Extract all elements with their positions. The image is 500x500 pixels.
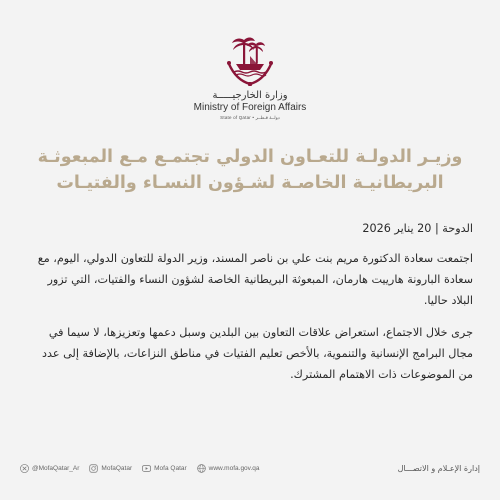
dateline: الدوحة | 20 يناير 2026 bbox=[362, 222, 473, 235]
social-links bbox=[20, 464, 259, 473]
footer bbox=[20, 458, 480, 478]
social-link-youtube[interactable] bbox=[142, 464, 187, 473]
social-link-website[interactable] bbox=[197, 464, 260, 473]
instagram-icon bbox=[89, 464, 98, 473]
article-body bbox=[27, 218, 473, 396]
headline bbox=[30, 144, 470, 196]
social-label-x: @MofaQatar_Ar bbox=[32, 464, 80, 472]
youtube-icon bbox=[142, 464, 151, 473]
department-name: إدارة الإعـلام و الاتصـــال bbox=[397, 463, 480, 473]
headline-line-1: وزيـر الدولـة للتعـاون الدولي تجتمـع مـع المبعوثـة bbox=[37, 147, 463, 167]
headline-line-2: البريطانيـة الخاصـة لشـؤون النسـاء والفتيـات bbox=[56, 173, 444, 193]
social-link-instagram[interactable] bbox=[89, 464, 132, 473]
paragraph-1: اجتمعت سعادة الدكتورة مريم بنت علي بن ناصر المسند، وزير الدولة للتعاون الدولي، اليوم، مع سعادة البارونة هارييت هارمان، المبعوثة البريطانية الخاصة لشؤون النساء والفتيات، التي تزور البلاد حاليا. bbox=[37, 252, 473, 307]
ministry-logo bbox=[0, 34, 500, 121]
qatar-emblem-icon bbox=[224, 34, 276, 88]
ministry-name-arabic: وزارة الخارجيـــــة bbox=[212, 90, 288, 101]
social-label-instagram: MofaQatar bbox=[101, 464, 133, 472]
social-label-website: www.mofa.gov.qa bbox=[208, 464, 260, 472]
social-label-youtube: Mofa Qatar bbox=[154, 464, 187, 472]
state-of-qatar-line: State of Qatar • دولــة قـطــر bbox=[220, 115, 280, 120]
globe-icon bbox=[197, 464, 206, 473]
paragraph-2: جرى خلال الاجتماع، استعراض علاقات التعاون بين البلدين وسبل دعمها وتعزيزها، لا سيما في مجال البرامج الإنسانية والتنموية، بالأخص تعليم الفتيات في مناطق النزاعات، بالإضافة إلى عدد من الموضوعات ذات الاهتمام المشترك. bbox=[42, 326, 473, 381]
x-icon bbox=[20, 464, 29, 473]
ministry-name-english: Ministry of Foreign Affairs bbox=[193, 102, 307, 113]
social-link-x[interactable] bbox=[20, 464, 79, 473]
